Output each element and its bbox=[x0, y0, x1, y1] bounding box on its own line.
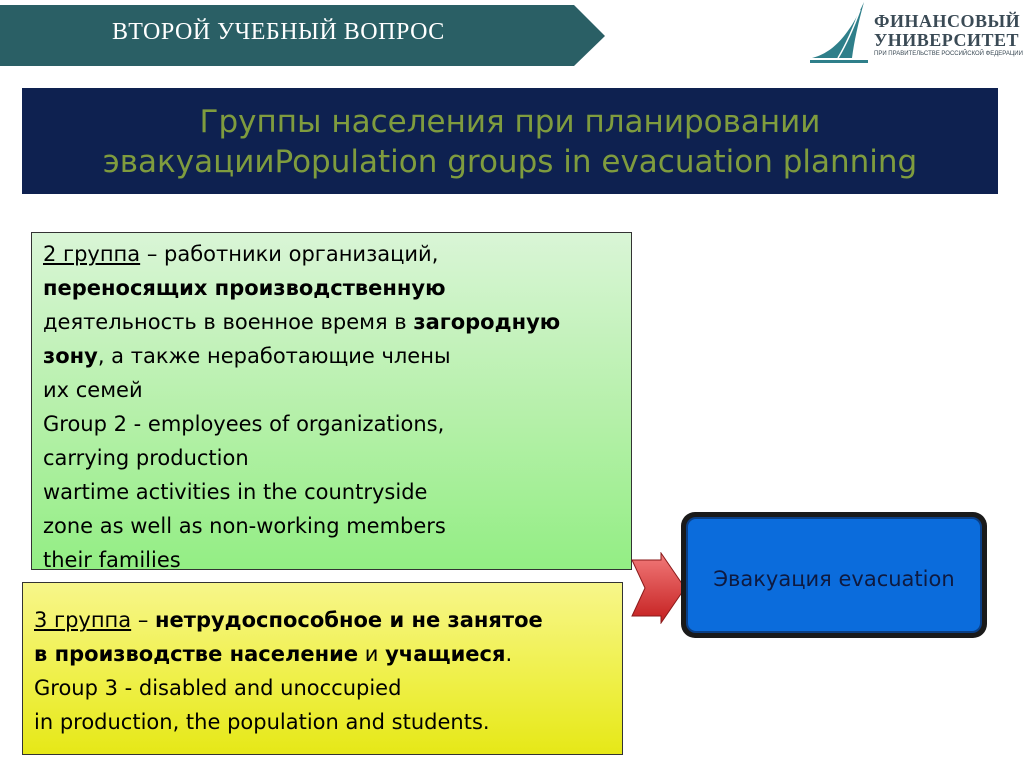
section-heading: ВТОРОЙ УЧЕБНЫЙ ВОПРОС bbox=[112, 19, 445, 45]
header-banner bbox=[0, 5, 606, 67]
group-3-line-1 bbox=[34, 603, 543, 637]
group-2-line-4-bold: зону bbox=[43, 344, 98, 368]
group-2-line-3-bold: загородную bbox=[413, 310, 561, 334]
evacuation-label: Эвакуация evacuation bbox=[713, 567, 955, 591]
group-2-en-line-5: their families bbox=[43, 548, 181, 572]
group-3-line-2-bold-2: учащиеся bbox=[385, 642, 506, 666]
group-2-box bbox=[31, 232, 632, 570]
logo-emblem-icon bbox=[808, 2, 872, 64]
group-2-line-2: переносящих производственную bbox=[43, 276, 446, 300]
group-3-en-line-2: in production, the population and students. bbox=[34, 710, 490, 734]
group-3-label: 3 группа bbox=[34, 608, 132, 632]
logo-line-1: ФИНАНСОВЫЙ bbox=[874, 11, 1021, 31]
logo-line-2: УНИВЕРСИТЕТ bbox=[874, 30, 1019, 50]
group-3-line-1-bold: нетрудоспособное и не занятое bbox=[155, 608, 543, 632]
group-3-en-line-1: Group 3 - disabled and unoccupied bbox=[34, 676, 402, 700]
title-line-2: эвакуацииPopulation groups in evacuation planning bbox=[102, 144, 918, 180]
group-2-label: 2 группа bbox=[43, 242, 141, 266]
group-3-dash: – bbox=[131, 608, 156, 632]
evacuation-box bbox=[681, 512, 987, 638]
group-3-text bbox=[34, 603, 543, 739]
group-3-line-2 bbox=[34, 637, 543, 671]
slide-title-box bbox=[22, 88, 998, 194]
right-arrow-icon bbox=[631, 552, 687, 624]
group-2-line-1-rest: – работники организаций, bbox=[140, 242, 439, 266]
group-2-line-1 bbox=[43, 237, 560, 271]
group-2-line-3 bbox=[43, 305, 560, 339]
evacuation-box-inner bbox=[686, 517, 982, 633]
title-line-1: Группы населения при планировании bbox=[199, 104, 821, 140]
group-2-en-line-3: wartime activities in the countryside bbox=[43, 480, 428, 504]
group-3-line-2-end: . bbox=[505, 642, 513, 666]
group-2-line-4-rest: , а также неработающие члены bbox=[97, 344, 451, 368]
university-logo bbox=[808, 2, 1023, 64]
group-2-text bbox=[43, 237, 560, 577]
group-2-en-line-2: carrying production bbox=[43, 446, 249, 470]
group-3-line-2-mid: и bbox=[358, 642, 386, 666]
logo-line-3: ПРИ ПРАВИТЕЛЬСТВЕ РОССИЙСКОЙ ФЕДЕРАЦИИ bbox=[874, 51, 1023, 57]
group-2-line-3-plain: деятельность в военное время в bbox=[43, 310, 414, 334]
group-3-box bbox=[22, 582, 623, 755]
slide-title bbox=[22, 102, 998, 182]
group-2-en-line-1: Group 2 - employees of organizations, bbox=[43, 412, 445, 436]
group-3-line-2-bold: в производстве население bbox=[34, 642, 359, 666]
group-2-line-4 bbox=[43, 339, 560, 373]
group-2-line-5: их семей bbox=[43, 378, 143, 402]
group-2-en-line-4: zone as well as non-working members bbox=[43, 514, 446, 538]
